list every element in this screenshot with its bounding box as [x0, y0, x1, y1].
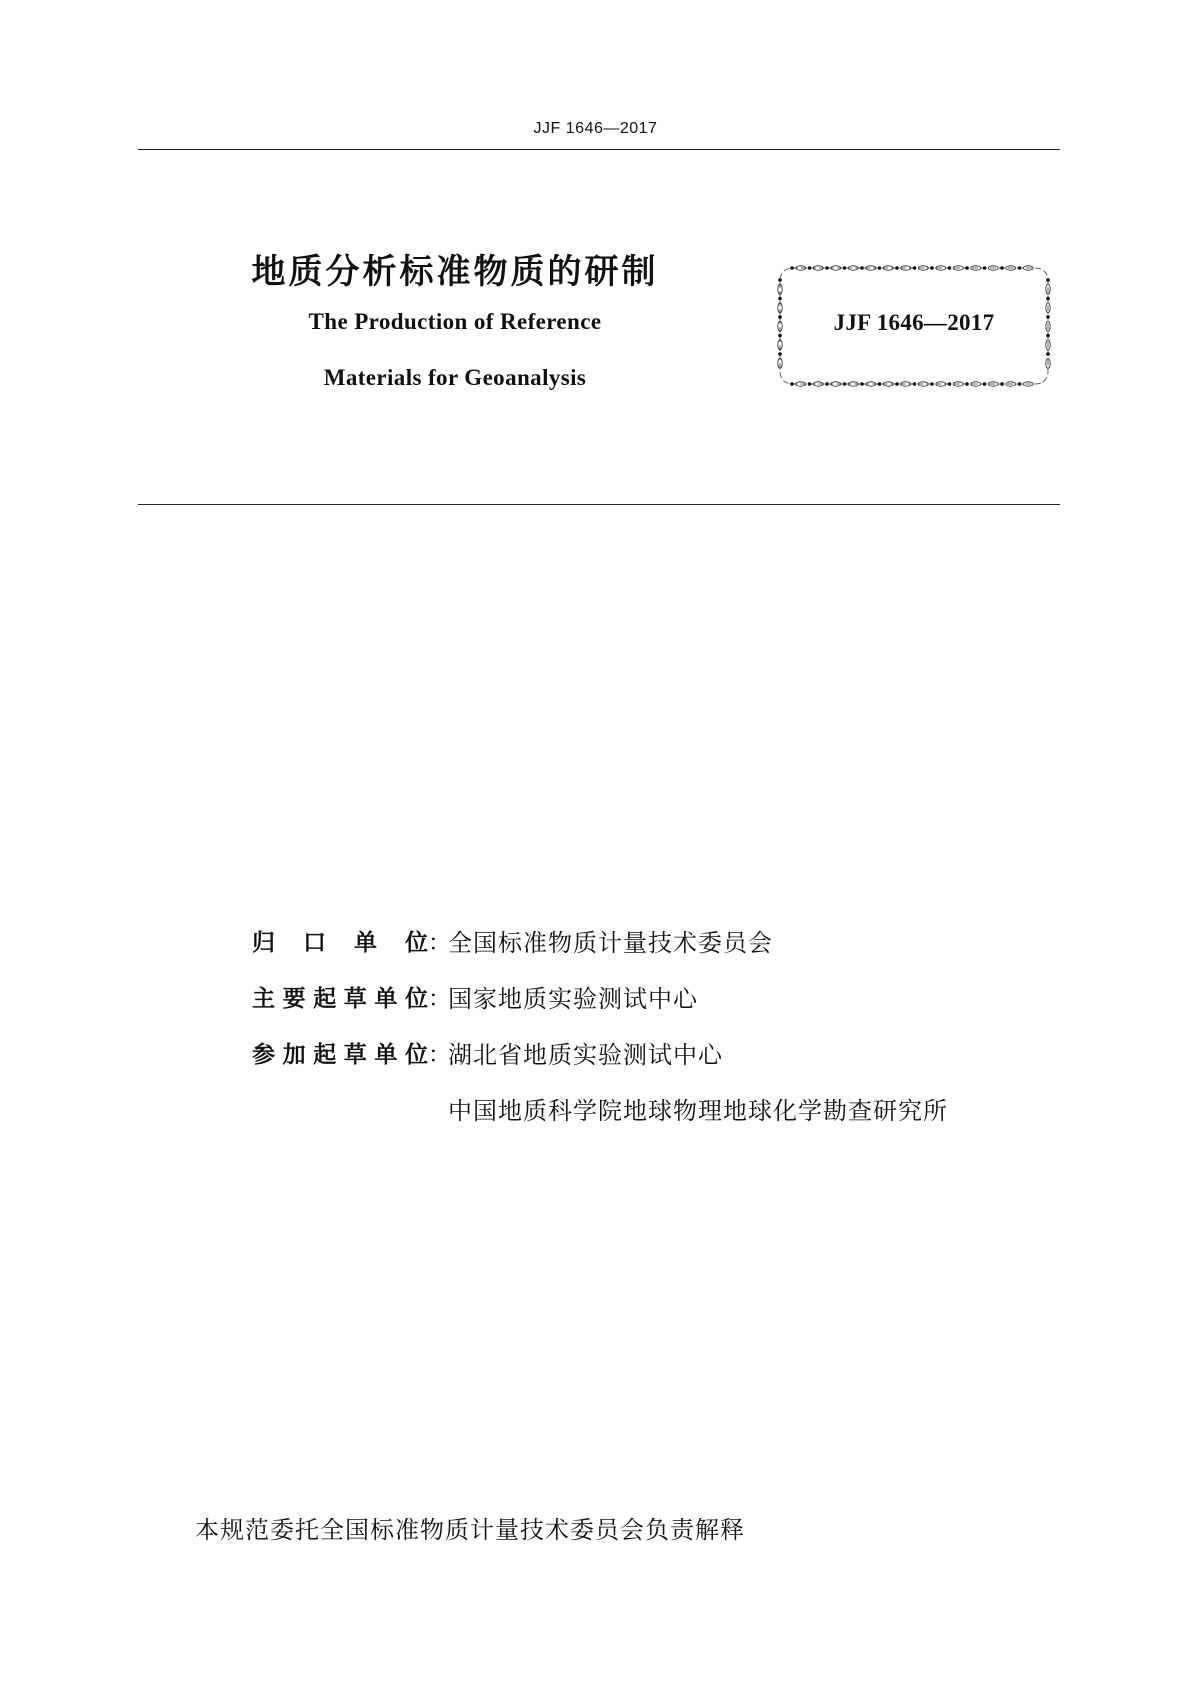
frame-dot	[778, 352, 782, 356]
title-rule	[138, 504, 1060, 505]
frame-dot	[843, 382, 847, 386]
label-char: 口	[303, 929, 326, 956]
frame-dot	[1000, 382, 1004, 386]
header-rule	[138, 149, 1060, 150]
info-value: 湖北省地质实验测试中心	[448, 1040, 723, 1069]
frame-dot	[878, 382, 882, 386]
info-label-text	[252, 1036, 428, 1069]
label-char: 单	[374, 985, 398, 1012]
frame-dot	[825, 266, 829, 270]
label-char: 加	[282, 1041, 306, 1068]
title-block	[190, 248, 720, 392]
interpretation-note: 本规范委托全国标准物质计量技术委员会负责解释	[195, 1516, 745, 1544]
label-char: 主	[252, 985, 275, 1012]
info-label-text	[252, 980, 428, 1013]
label-char: 要	[282, 985, 306, 1012]
info-colon: ：	[428, 929, 451, 956]
frame-dot	[778, 297, 782, 301]
info-label	[252, 980, 451, 1013]
frame-dot	[930, 266, 934, 270]
frame-dot	[1000, 266, 1004, 270]
frame-dot	[930, 382, 934, 386]
info-colon: ：	[428, 985, 451, 1012]
info-row-main-drafter	[252, 968, 1072, 1024]
label-char: 起	[313, 985, 337, 1012]
frame-dot	[843, 266, 847, 270]
info-value: 中国地质科学院地球物理地球化学勘查研究所	[448, 1096, 948, 1125]
label-char: 单	[374, 1041, 398, 1068]
label-char: 草	[343, 985, 367, 1012]
frame-dot	[1018, 266, 1022, 270]
frame-dot	[778, 278, 782, 282]
label-char: 单	[354, 929, 377, 956]
info-label-text	[252, 924, 428, 957]
frame-dot	[948, 266, 952, 270]
frame-dot	[1046, 352, 1050, 356]
frame-dot	[948, 382, 952, 386]
info-value: 国家地质实验测试中心	[448, 984, 698, 1013]
frame-dot	[790, 382, 794, 386]
drafting-units	[252, 912, 1072, 1136]
title-english-line-2: Materials for Geoanalysis	[323, 365, 587, 390]
title-english-line-1: The Production of Reference	[308, 309, 602, 334]
label-char: 草	[343, 1041, 367, 1068]
frame-dot	[1046, 278, 1050, 282]
frame-dot	[1018, 382, 1022, 386]
info-row-participating-drafter-2	[252, 1080, 1072, 1136]
label-char: 归	[252, 929, 275, 956]
standard-code: JJF 1646—2017	[833, 310, 995, 335]
info-label	[252, 1036, 451, 1069]
frame-dot	[878, 266, 882, 270]
frame-dot	[860, 382, 864, 386]
frame-dot	[860, 266, 864, 270]
frame-dot	[983, 266, 987, 270]
frame-dot	[895, 266, 899, 270]
info-value: 全国标准物质计量技术委员会	[448, 928, 773, 957]
label-char: 参	[252, 1041, 275, 1068]
label-char: 位	[404, 1041, 428, 1068]
frame-dot	[825, 382, 829, 386]
frame-dot	[808, 382, 812, 386]
frame-dot	[913, 266, 917, 270]
info-row-participating-drafter	[252, 1024, 1072, 1080]
frame-dot	[808, 266, 812, 270]
standard-code-box	[774, 262, 1054, 390]
frame-dot	[895, 382, 899, 386]
info-label	[252, 924, 451, 957]
label-char: 位	[405, 929, 428, 956]
frame-dot	[983, 382, 987, 386]
frame-dot	[965, 382, 969, 386]
running-header-code: JJF 1646—2017	[533, 120, 658, 137]
info-row-responsible	[252, 912, 1072, 968]
frame-dot	[1046, 297, 1050, 301]
info-colon: ：	[428, 1041, 451, 1068]
label-char: 起	[313, 1041, 337, 1068]
frame-dot	[913, 382, 917, 386]
title-chinese: 地质分析标准物质的研制	[251, 252, 659, 292]
frame-dot	[790, 266, 794, 270]
frame-dot	[965, 266, 969, 270]
label-char: 位	[404, 985, 428, 1012]
